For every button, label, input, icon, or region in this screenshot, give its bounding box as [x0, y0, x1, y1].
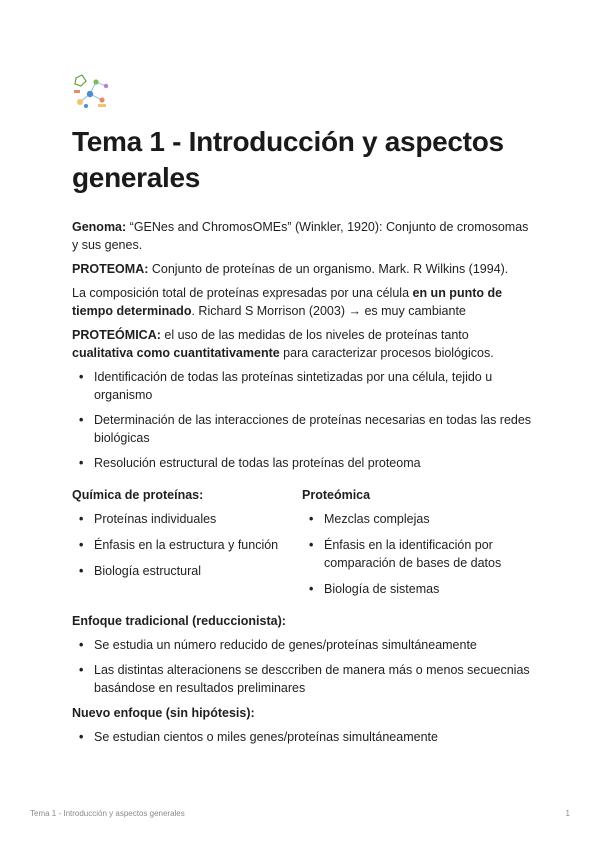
comparison-columns [72, 486, 532, 606]
genoma-paragraph [72, 218, 532, 254]
column-proteomica [302, 486, 532, 606]
list-item: • Determinación de las interacciones de proteínas necesarias en todas las redes biológicas [94, 411, 532, 447]
proteomica-term: PROTEÓMICA: [72, 328, 161, 342]
list-item: • Se estudian cientos o miles genes/proteínas simultáneamente [94, 728, 532, 746]
proteomica-text-c: para caracterizar procesos biológicos. [279, 346, 494, 360]
composicion-text-a: La composición total de proteínas expresadas por una célula [72, 286, 413, 300]
molecule-network-icon [72, 72, 112, 112]
proteomica-text-a: el uso de las medidas de los niveles de proteínas tanto [160, 328, 469, 342]
proteomica-list [72, 368, 532, 472]
composicion-text-c: . Richard S Morrison (2003) → es muy cambiante [191, 304, 466, 318]
genoma-text: “GENes and ChromosOMEs” (Winkler, 1920): Conjunto de cromosomas y sus genes. [72, 220, 529, 252]
proteomica-text-b: cualitativa como cuantitativamente [72, 346, 280, 360]
list-item: • Resolución estructural de todas las proteínas del proteoma [94, 454, 532, 472]
page-number: 1 [565, 809, 570, 818]
column-heading-proteomica: Proteómica [302, 488, 371, 502]
column-quimica [72, 486, 302, 606]
list-item: • Biología de sistemas [324, 580, 532, 598]
genoma-term: Genoma: [72, 220, 127, 234]
quimica-list [72, 510, 302, 580]
list-item: • Se estudia un número reducido de genes/proteínas simultáneamente [94, 636, 532, 654]
section-heading-tradicional: Enfoque tradicional (reduccionista): [72, 614, 286, 628]
list-item: • Las distintas alteracionens se desccriben de manera más o menos secuecnias basándose en resultados preliminares [94, 661, 532, 697]
list-item: • Proteínas individuales [94, 510, 302, 528]
page-footer [30, 809, 570, 818]
proteoma-term: PROTEOMA: [72, 262, 149, 276]
proteomica-col-list [302, 510, 532, 598]
list-item: • Biología estructural [94, 562, 302, 580]
proteomica-paragraph [72, 326, 532, 362]
list-item: • Énfasis en la estructura y función [94, 536, 302, 554]
composicion-paragraph [72, 284, 532, 320]
list-item: • Mezclas complejas [324, 510, 532, 528]
nuevo-list [72, 728, 532, 746]
list-item: • Énfasis en la identificación por comparación de bases de datos [324, 536, 532, 572]
page-title: Tema 1 - Introducción y aspectos generales [72, 126, 504, 193]
proteoma-text: Conjunto de proteínas de un organismo. Mark. R Wilkins (1994). [148, 262, 509, 276]
footer-title: Tema 1 - Introducción y aspectos generales [30, 809, 185, 818]
composicion-text-b: en un punto de tiempo determinado [72, 286, 503, 318]
list-item: • Identificación de todas las proteínas sintetizadas por una célula, tejido u organismo [94, 368, 532, 404]
document-body [72, 218, 532, 753]
section-heading-nuevo: Nuevo enfoque (sin hipótesis): [72, 706, 255, 720]
tradicional-list [72, 636, 532, 697]
column-heading-quimica: Química de proteínas: [72, 488, 204, 502]
proteoma-paragraph [72, 260, 532, 278]
